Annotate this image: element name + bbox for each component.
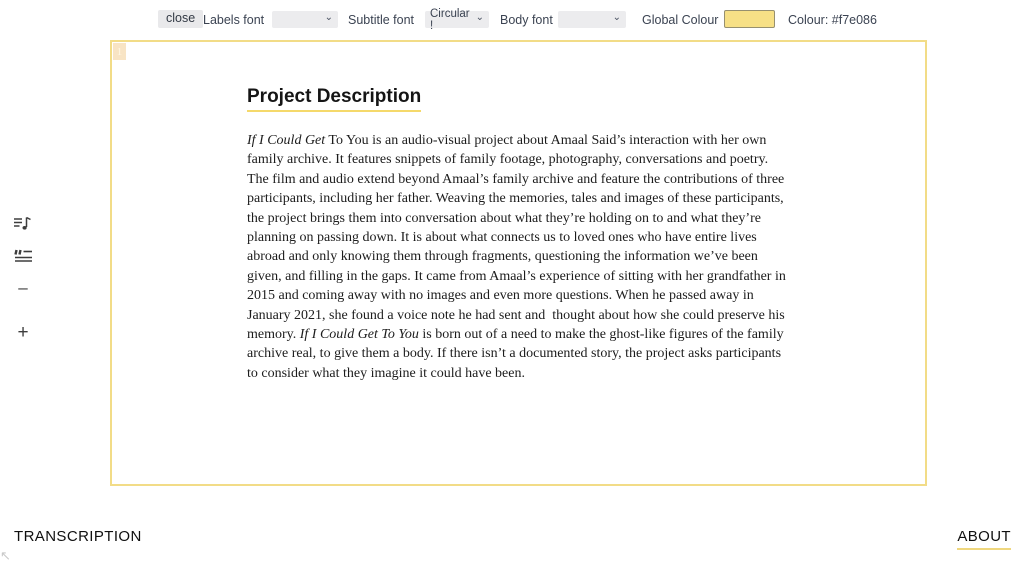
close-button[interactable]: close: [158, 10, 203, 28]
paragraph-segment: is born out of a need to make the ghost-like figures of the family archive real, to give them a body. If there isn’t a documented story, the project asks participants to consider what they imagine it could have been.: [247, 327, 784, 381]
subtitle-font-label: Subtitle font: [348, 13, 415, 27]
playlist-music-icon[interactable]: [13, 214, 33, 234]
block-index-badge: 1: [113, 43, 126, 60]
chevron-down-icon: ⌄: [475, 11, 484, 23]
body-font-label: Body font: [500, 13, 553, 27]
body-font-select[interactable]: [558, 11, 626, 28]
mouse-cursor-icon: ↖: [0, 548, 11, 562]
quote-lines-icon[interactable]: [13, 246, 33, 266]
page-title: Project Description: [247, 86, 421, 112]
plus-icon[interactable]: +: [17, 321, 29, 343]
chevron-down-icon: ⌄: [324, 11, 333, 23]
labels-font-label: Labels font: [203, 13, 265, 27]
labels-font-select[interactable]: [272, 11, 338, 28]
content-frame[interactable]: [110, 40, 927, 486]
paragraph-segment: To You is an audio-visual project about Amaal Said’s interaction with her own family archive. It features snippets of family footage, photography, conversations and poetry. The film and audio extend beyond Amaal’s family archive and feature the contributions of three participants, including her father. Weaving the memories, tales and images of these participants, the project brings them into conversation about what they’re holding on to and what they’re planning on passing down. It is about what connects us to loved ones who have entire lives abroad and only knowing them through fragments, questioning the information we’ve been given, and filling in the gaps. It came from Amaal’s experience of sitting with her grandfather in 2015 and coming away with no images and even more questions. When he passed away in January 2021, she found a voice note he had sent and thought about how she could preserve his memory.: [247, 133, 786, 343]
global-colour-label: Global Colour: [642, 13, 719, 27]
project-description-block: [247, 86, 793, 383]
transcription-link[interactable]: TRANSCRIPTION: [14, 528, 142, 545]
paragraph-segment: If I Could Get: [247, 133, 326, 148]
minus-icon[interactable]: –: [18, 277, 28, 297]
chevron-down-icon: ⌄: [612, 11, 621, 23]
colour-hex-readout: Colour: #f7e086: [788, 13, 877, 27]
about-link[interactable]: ABOUT: [957, 528, 1011, 550]
project-description-paragraph: [247, 131, 793, 383]
global-colour-swatch[interactable]: [724, 10, 775, 28]
subtitle-font-select[interactable]: [425, 7, 489, 32]
subtitle-font-value: Circular !: [430, 7, 470, 32]
paragraph-segment: If I Could Get To You: [299, 327, 419, 343]
